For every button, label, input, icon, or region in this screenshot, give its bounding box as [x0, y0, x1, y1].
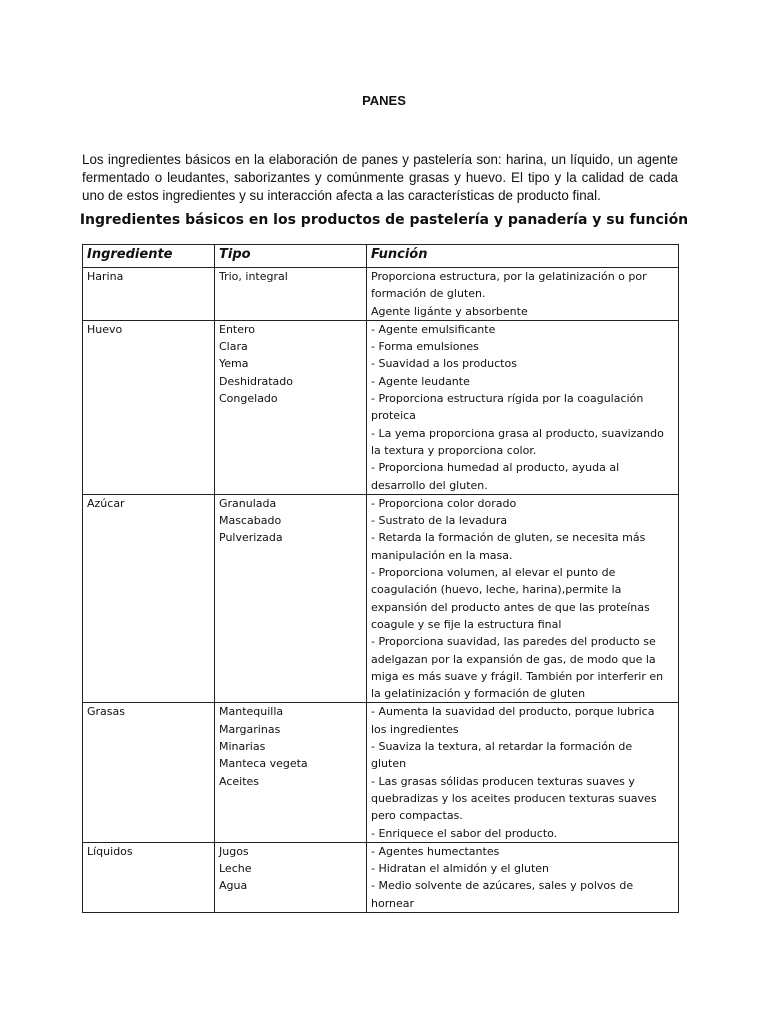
cell-ingrediente: [83, 703, 215, 842]
cell-ingrediente: [83, 494, 215, 703]
funcion-line: manipulación en la masa.: [371, 548, 513, 562]
tipo-item: Entero: [219, 322, 256, 336]
ingredient-name: Harina: [87, 270, 124, 283]
funcion-line: gluten: [371, 757, 407, 771]
cell-tipo: [215, 494, 367, 703]
header-ingrediente: Ingrediente: [83, 245, 215, 268]
funcion-line: - Forma emulsiones: [371, 340, 479, 354]
table-body: [83, 268, 679, 913]
document-title: PANES: [362, 93, 406, 108]
funcion-line: - Suaviza la textura, al retardar la formación de: [371, 740, 633, 754]
table-row: [83, 842, 679, 912]
cell-ingrediente: [83, 268, 215, 321]
table-row: [83, 494, 679, 703]
tipo-item: Jugos: [219, 844, 249, 858]
cell-tipo: [215, 268, 367, 321]
tipo-item: Pulverizada: [219, 531, 283, 545]
tipo-item: Granulada: [219, 496, 277, 510]
ingredients-table: [82, 244, 679, 913]
cell-ingrediente: [83, 320, 215, 494]
tipo-item: Manteca vegeta: [219, 757, 308, 771]
table-row: [83, 320, 679, 494]
ingredient-name: Huevo: [87, 322, 123, 336]
funcion-line: hornear: [371, 896, 415, 910]
ingredient-name: Azúcar: [87, 496, 125, 510]
funcion-line: Proporciona estructura, por la gelatinización o por: [371, 270, 647, 283]
funcion-line: - Proporciona suavidad, las paredes del producto se: [371, 635, 656, 649]
ingredient-name: Grasas: [87, 705, 125, 719]
header-funcion: Función: [367, 245, 679, 268]
funcion-line: - Enriquece el sabor del producto.: [371, 826, 558, 840]
header-tipo: Tipo: [215, 245, 367, 268]
tipo-item: Clara: [219, 340, 248, 354]
funcion-line: Agente ligánte y absorbente: [371, 304, 528, 318]
tipo-item: Congelado: [219, 392, 278, 406]
funcion-line: la textura y proporciona color.: [371, 443, 537, 457]
funcion-line: los ingredientes: [371, 722, 459, 736]
cell-funcion: [367, 494, 679, 703]
table-title: Ingredientes básicos en los productos de pastelería y panadería y su función: [79, 212, 689, 228]
funcion-line: adelgazan por la expansión de gas, de modo que la: [371, 652, 656, 666]
funcion-line: coagule y se fije la estructura final: [371, 617, 562, 631]
cell-tipo: [215, 320, 367, 494]
funcion-line: - Las grasas sólidas producen texturas suaves y: [371, 774, 635, 788]
table-row: [83, 268, 679, 321]
cell-funcion: [367, 268, 679, 321]
intro-paragraph: Los ingredientes básicos en la elaboración de panes y pastelería son: harina, un líquido, un agente fermentado o leudantes, saborizantes y comúnmente grasas y huevo. El tipo y la calidad de cada uno de estos ingredientes y su interacción afecta a las características de producto final.: [82, 152, 678, 203]
tipo-item: Aceites: [219, 774, 260, 788]
table-row: [83, 703, 679, 842]
funcion-line: - Proporciona humedad al producto, ayuda al: [371, 461, 620, 475]
funcion-line: quebradizas y los aceites producen texturas suaves: [371, 791, 657, 805]
funcion-line: coagulación (huevo, leche, harina),permite la: [371, 583, 622, 597]
tipo-item: Yema: [219, 357, 249, 371]
funcion-line: - Proporciona color dorado: [371, 496, 517, 510]
tipo-item: Mantequilla: [219, 705, 284, 719]
cell-tipo: [215, 703, 367, 842]
tipo-item: Leche: [219, 862, 252, 876]
cell-funcion: [367, 320, 679, 494]
funcion-line: - Medio solvente de azúcares, sales y polvos de: [371, 879, 634, 893]
funcion-line: miga es más suave y frágil. También por interferir en: [371, 669, 664, 683]
funcion-line: - Proporciona volumen, al elevar el punto de: [371, 566, 616, 580]
tipo-item: Deshidratado: [219, 374, 294, 388]
funcion-line: desarrollo del gluten.: [371, 478, 488, 492]
funcion-line: - Agente leudante: [371, 374, 470, 388]
cell-tipo: [215, 842, 367, 912]
tipo-item: Mascabado: [219, 514, 282, 528]
table-header-row: [83, 245, 679, 268]
funcion-line: - Agente emulsificante: [371, 322, 496, 336]
funcion-line: - Aumenta la suavidad del producto, porque lubrica: [371, 705, 655, 719]
tipo-item: Minarias: [219, 740, 266, 754]
funcion-line: la gelatinización y formación de gluten: [371, 687, 586, 701]
funcion-line: - Retarda la formación de gluten, se necesita más: [371, 531, 646, 545]
funcion-line: proteica: [371, 409, 416, 423]
funcion-line: - Agentes humectantes: [371, 844, 500, 858]
ingredient-name: Líquidos: [87, 844, 133, 858]
tipo-item: Agua: [219, 879, 248, 893]
funcion-line: - Hidratan el almidón y el gluten: [371, 862, 550, 876]
funcion-line: formación de gluten.: [371, 287, 486, 301]
tipo-item: Margarinas: [219, 722, 281, 736]
funcion-line: - La yema proporciona grasa al producto, suavizando: [371, 426, 664, 440]
funcion-line: - Suavidad a los productos: [371, 357, 517, 371]
funcion-line: - Sustrato de la levadura: [371, 514, 508, 528]
funcion-line: pero compactas.: [371, 809, 463, 823]
cell-funcion: [367, 842, 679, 912]
funcion-line: expansión del producto antes de que las proteínas: [371, 600, 650, 614]
cell-funcion: [367, 703, 679, 842]
funcion-line: - Proporciona estructura rígida por la coagulación: [371, 392, 644, 406]
cell-ingrediente: [83, 842, 215, 912]
tipo-item: Trio, integral: [219, 270, 288, 283]
